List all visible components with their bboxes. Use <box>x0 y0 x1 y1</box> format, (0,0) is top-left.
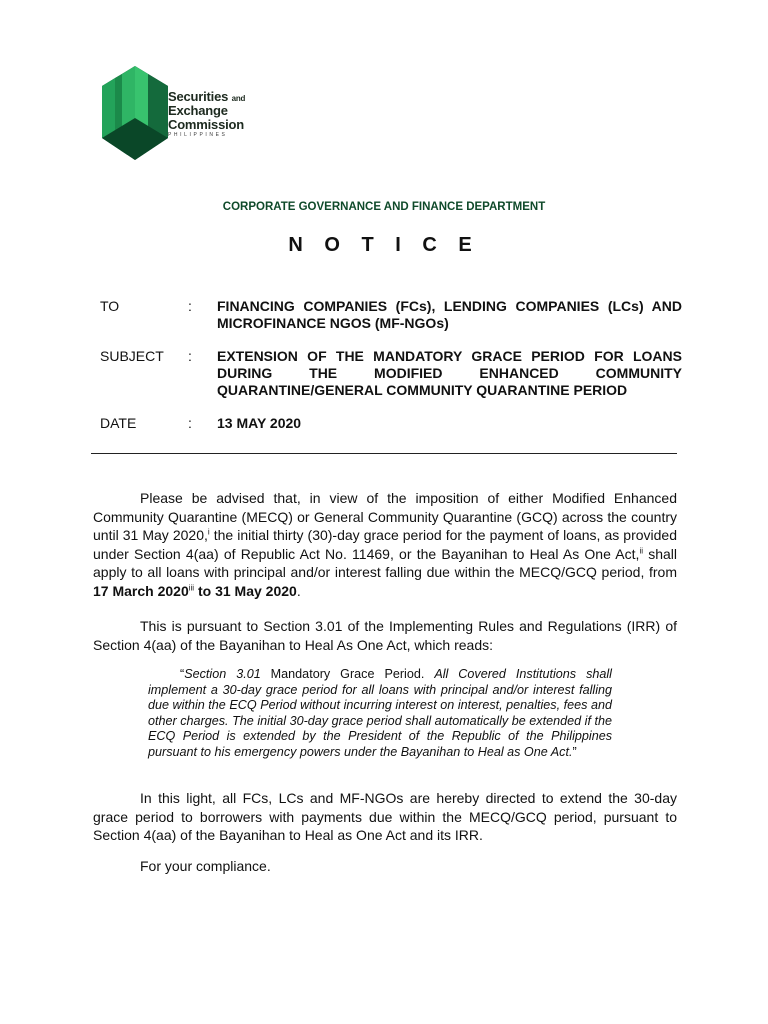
footnote-ref-iii: iii <box>188 582 195 592</box>
paragraph-compliance: For your compliance. <box>140 858 271 874</box>
date-label: DATE <box>100 415 137 431</box>
to-value: FINANCING COMPANIES (FCs), LENDING COMPANIES (LCs) AND MICROFINANCE NGOS (MF-NGOs) <box>217 298 682 331</box>
footnote-ref-i: i <box>207 527 210 537</box>
notice-title: N O T I C E <box>288 234 480 256</box>
to-colon: : <box>188 298 192 314</box>
subject-colon: : <box>188 348 192 364</box>
date-colon: : <box>188 415 192 431</box>
sec-wordmark: Securities and Exchange Commission PHILIPPINES <box>168 89 246 138</box>
paragraph-pursuant: This is pursuant to Section 3.01 of the Implementing Rules and Regulations (IRR) of Section 4(aa) of the Bayanihan to Heal As One Act, which reads: <box>93 618 677 653</box>
quoted-section: “Section 3.01 Mandatory Grace Period. All Covered Institutions shall implement a 30-day grace period for all loans with principal and/or interest falling due within the ECQ Period without incurring interest on interest, penalties, fees and other charges. The initial 30-day grace period shall automatically be extended if the ECQ Period is extended by the President of the Republic of the Philippines pursuant to his emergency powers under the Bayanihan to Heal as One Act.” <box>148 667 612 759</box>
header-divider <box>91 453 677 454</box>
subject-value: EXTENSION OF THE MANDATORY GRACE PERIOD FOR LOANS DURING THE MODIFIED ENHANCED COMMUNITY QUARANTINE/GENERAL COMMUNITY QUARANTINE PERIOD <box>217 348 682 398</box>
paragraph-advisory: Please be advised that, in view of the imposition of either Modified Enhanced Community Quarantine (MECQ) or General Community Quarantine (GCQ) across the country until 31 May 2020,$^i$ the initial thirty (30)-day grace period for the payment of loans, as provided under Section 4(aa) of Republic Act No. 11469, or the Bayanihan to Heal As One Act,$^{ii}$ shall apply to all loans with principal and/or interest falling due within the MECQ/GCQ period, from 17 March 2020$^{iii}$ to 31 May 2020. <box>93 490 678 599</box>
to-label: TO <box>100 298 120 314</box>
footnote-ref-ii: ii <box>639 545 643 555</box>
sec-emblem-icon <box>102 66 168 160</box>
sec-logo <box>92 64 272 164</box>
department-heading: CORPORATE GOVERNANCE AND FINANCE DEPARTMENT <box>222 201 546 213</box>
paragraph-directive: In this light, all FCs, LCs and MF-NGOs are hereby directed to extend the 30-day grace period to borrowers with payments due within the MECQ/GCQ period, pursuant to Section 4(aa) of the Bayanihan to Heal as One Act and its IRR. <box>93 790 677 843</box>
subject-label: SUBJECT <box>100 348 164 364</box>
date-value: 13 MAY 2020 <box>217 415 302 431</box>
